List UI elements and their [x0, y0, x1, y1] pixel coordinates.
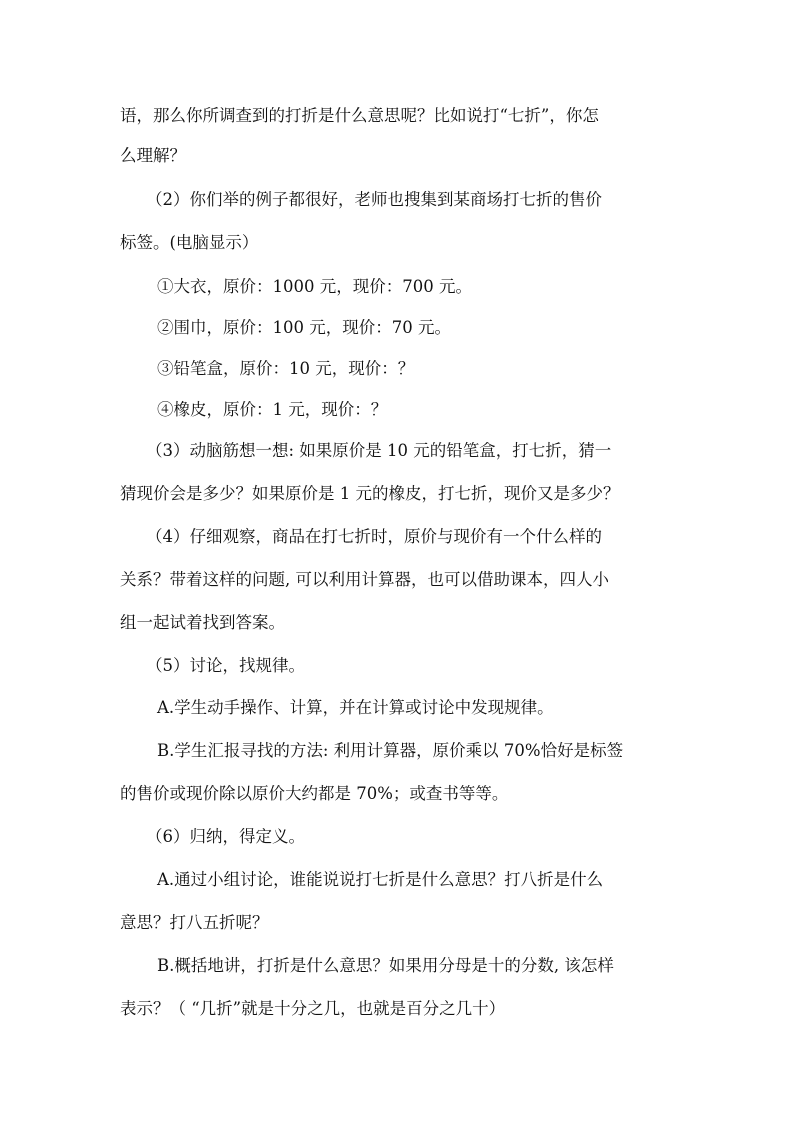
text-line: 的售价或现价除以原价大约都是 70%；或查书等等。: [120, 784, 509, 803]
text-line: 组一起试着找到答案。: [120, 613, 285, 632]
text-line: （3）动脑筋想一想: 如果原价是 10 元的铅笔盒，打七折，猜一: [146, 441, 612, 460]
text-line: ①大衣，原价：1000 元，现价：700 元。: [157, 277, 472, 296]
text-line: ④橡皮，原价：1 元，现价：？: [157, 400, 388, 419]
text-line: 猜现价会是多少？如果原价是 1 元的橡皮，打七折，现价又是多少？: [120, 484, 620, 503]
text-line: 表示？（ “几折”就是十分之几，也就是百分之几十）: [120, 999, 506, 1018]
text-line: 意思？打八五折呢？: [120, 913, 269, 932]
text-line: （6）归纳，得定义。: [146, 827, 305, 846]
text-line: 标签。(电脑显示）: [120, 233, 259, 252]
text-line: （2）你们举的例子都很好，老师也搜集到某商场打七折的售价: [146, 190, 602, 209]
text-line: 语，那么你所调查到的打折是什么意思呢？比如说打“七折”，你怎: [120, 106, 599, 125]
text-line: ③铅笔盒，原价：10 元，现价：？: [157, 359, 415, 378]
text-line: A.通过小组讨论，谁能说说打七折是什么意思？打八折是什么: [157, 870, 604, 889]
text-line: ②围巾，原价：100 元，现价：70 元。: [157, 318, 451, 337]
text-line: B.概括地讲，打折是什么意思？如果用分母是十的分数, 该怎样: [157, 956, 614, 975]
text-line: 关系？带着这样的问题, 可以利用计算器，也可以借助课本，四人小: [120, 570, 609, 589]
text-line: 么理解？: [120, 146, 186, 165]
text-line: A.学生动手操作、计算，并在计算或讨论中发现规律。: [157, 698, 554, 717]
text-line: （5）讨论，找规律。: [146, 656, 305, 675]
text-line: B.学生汇报寻找的方法: 利用计算器，原价乘以 70%恰好是标签: [157, 741, 624, 760]
text-line: （4）仔细观察，商品在打七折时，原价与现价有一个什么样的: [146, 527, 602, 546]
